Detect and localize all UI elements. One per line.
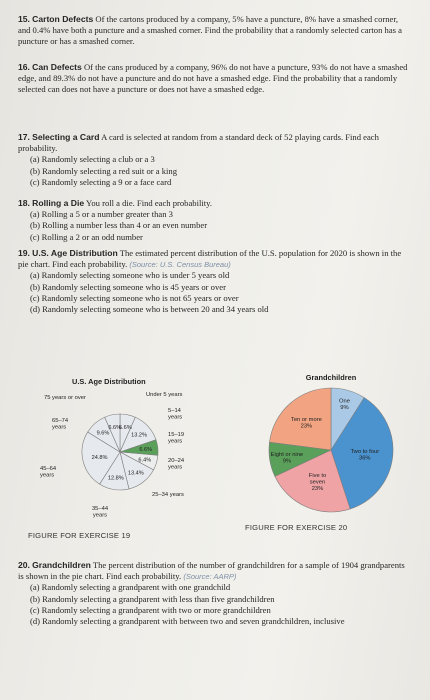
value-label-45-64-years: 24.8%: [91, 454, 108, 461]
exercise-title: Rolling a Die: [32, 198, 85, 208]
value-label-65-74-years: 9.6%: [96, 430, 110, 437]
part-a: (a) Rolling a 5 or a number greater than 3: [30, 209, 173, 220]
exercise-16: [18, 62, 411, 96]
value-label-15-19-years: 6.6%: [139, 447, 153, 454]
exercise-title: Selecting a Card: [32, 132, 100, 142]
value-label-35-44-years: 12.8%: [107, 475, 124, 482]
figure-20-caption: FIGURE FOR EXERCISE 20: [245, 523, 348, 532]
part-d: (d) Randomly selecting a grandparent with between two and seven grandchildren, inclusive: [30, 616, 345, 627]
exercise-15: [18, 14, 411, 48]
exercise-text: Of the cartons produced by a company, 5% have a puncture, 8% have a smashed corner, and 0.4% have both a puncture and a smashed corner. Find the probability that a randomly selected carton has a puncture or has a smashed corner.: [18, 14, 402, 47]
exercise-parts: [18, 582, 411, 627]
us-age-distribution-chart: [30, 372, 230, 522]
slice-label-eight-or-nine: Eight or nine 9%: [270, 451, 304, 465]
exercise-parts: [18, 270, 411, 315]
slice-label-five-to-seven: Five to seven 23%: [308, 472, 327, 493]
exercise-number: 19.: [18, 248, 30, 258]
source-note: (Source: AARP): [183, 572, 237, 582]
exercise-19: [18, 248, 411, 315]
exercise-18: [18, 198, 411, 243]
category-label-25-34-years: 25–34 years: [152, 492, 184, 498]
exercise-number: 17.: [18, 132, 30, 142]
figure-19-caption: FIGURE FOR EXERCISE 19: [28, 531, 131, 540]
category-label-75-years-or-over: 75 years or over: [44, 395, 86, 401]
exercise-title: Carton Defects: [32, 14, 94, 24]
part-c: (c) Randomly selecting someone who is not 65 years or over: [30, 292, 239, 303]
part-c: (c) Randomly selecting a grandparent with two or more grandchildren: [30, 604, 271, 615]
category-label-5-14-years: 5–14 years: [168, 408, 183, 421]
part-b: (b) Randomly selecting a red suit or a king: [30, 165, 178, 176]
part-a: (a) Randomly selecting a grandparent with one grandchild: [30, 582, 231, 593]
category-label-20-24-years: 20–24 years: [168, 458, 185, 471]
exercise-number: 16.: [18, 62, 30, 72]
category-label-15-19-years: 15–19 years: [168, 432, 185, 445]
exercise-parts: [18, 154, 411, 188]
exercise-title: Can Defects: [32, 62, 82, 72]
part-b: (b) Rolling a number less than 4 or an even number: [30, 220, 208, 231]
category-label-35-44-years: 35–44 years: [91, 506, 109, 519]
category-label-under-5-years: Under 5 years: [146, 392, 183, 398]
slice-label-one: One 9%: [339, 398, 350, 411]
exercise-17: [18, 132, 411, 188]
value-label-5-14-years: 13.2%: [131, 432, 148, 439]
value-label-25-34-years: 13.4%: [127, 470, 144, 477]
part-c: (c) Randomly selecting a 9 or a face card: [30, 176, 172, 187]
exercise-text: The percent distribution of the number of grandchildren for a sample of 1904 grandparents is shown in the pie chart. Find each probability.: [18, 560, 405, 582]
part-b: (b) Randomly selecting a grandparent with less than five grandchildren: [30, 593, 275, 604]
chart-title: U.S. Age Distribution: [72, 377, 146, 386]
category-label-65-74-years: 65–74 years: [52, 418, 69, 431]
slice-label-two-to-four: Two to four 36%: [350, 449, 380, 462]
value-label-20-24-years: 6.4%: [138, 457, 152, 464]
exercise-text: You roll a die. Find each probability.: [86, 198, 213, 208]
exercise-title: Grandchildren: [32, 560, 91, 570]
exercise-text: Of the cans produced by a company, 96% do not have a puncture, 93% do not have a smashed edge, and 89.3% do not have a puncture and do not have a smashed edge. Find the probability that a randomly selected can does not have a puncture or does not have a smashed edge.: [18, 62, 408, 95]
value-label-75-years-or-over: 6.6%: [108, 424, 122, 431]
exercise-text: A card is selected at random from a standard deck of 52 playing cards. Find each probability.: [18, 132, 379, 154]
exercise-parts: [18, 209, 411, 243]
exercise-number: 20.: [18, 560, 30, 570]
source-prefix: (Source:: [129, 260, 158, 270]
part-a: (a) Randomly selecting a club or a 3: [30, 154, 155, 165]
exercise-20: [18, 560, 411, 627]
exercise-number: 15.: [18, 14, 30, 24]
chart-title: Grandchildren: [305, 373, 357, 382]
exercise-title: U.S. Age Distribution: [32, 248, 118, 258]
exercise-number: 18.: [18, 198, 30, 208]
category-label-45-64-years: 45–64 years: [40, 466, 57, 479]
part-a: (a) Randomly selecting someone who is under 5 years old: [30, 270, 230, 281]
part-b: (b) Randomly selecting someone who is 45 years or over: [30, 281, 226, 292]
part-c: (c) Rolling a 2 or an odd number: [30, 231, 143, 242]
value-label-under-5-years: 6.6%: [118, 424, 132, 431]
grandchildren-chart: [244, 370, 419, 520]
part-d: (d) Randomly selecting someone who is between 20 and 34 years old: [30, 304, 269, 315]
slice-label-ten-or-more: Ten or more 23%: [290, 416, 322, 430]
source-note: U.S. Census Bureau): [159, 260, 231, 270]
exercise-text: The estimated percent distribution of the U.S. population for 2020 is shown in the pie chart. Find each probability.: [18, 248, 402, 270]
